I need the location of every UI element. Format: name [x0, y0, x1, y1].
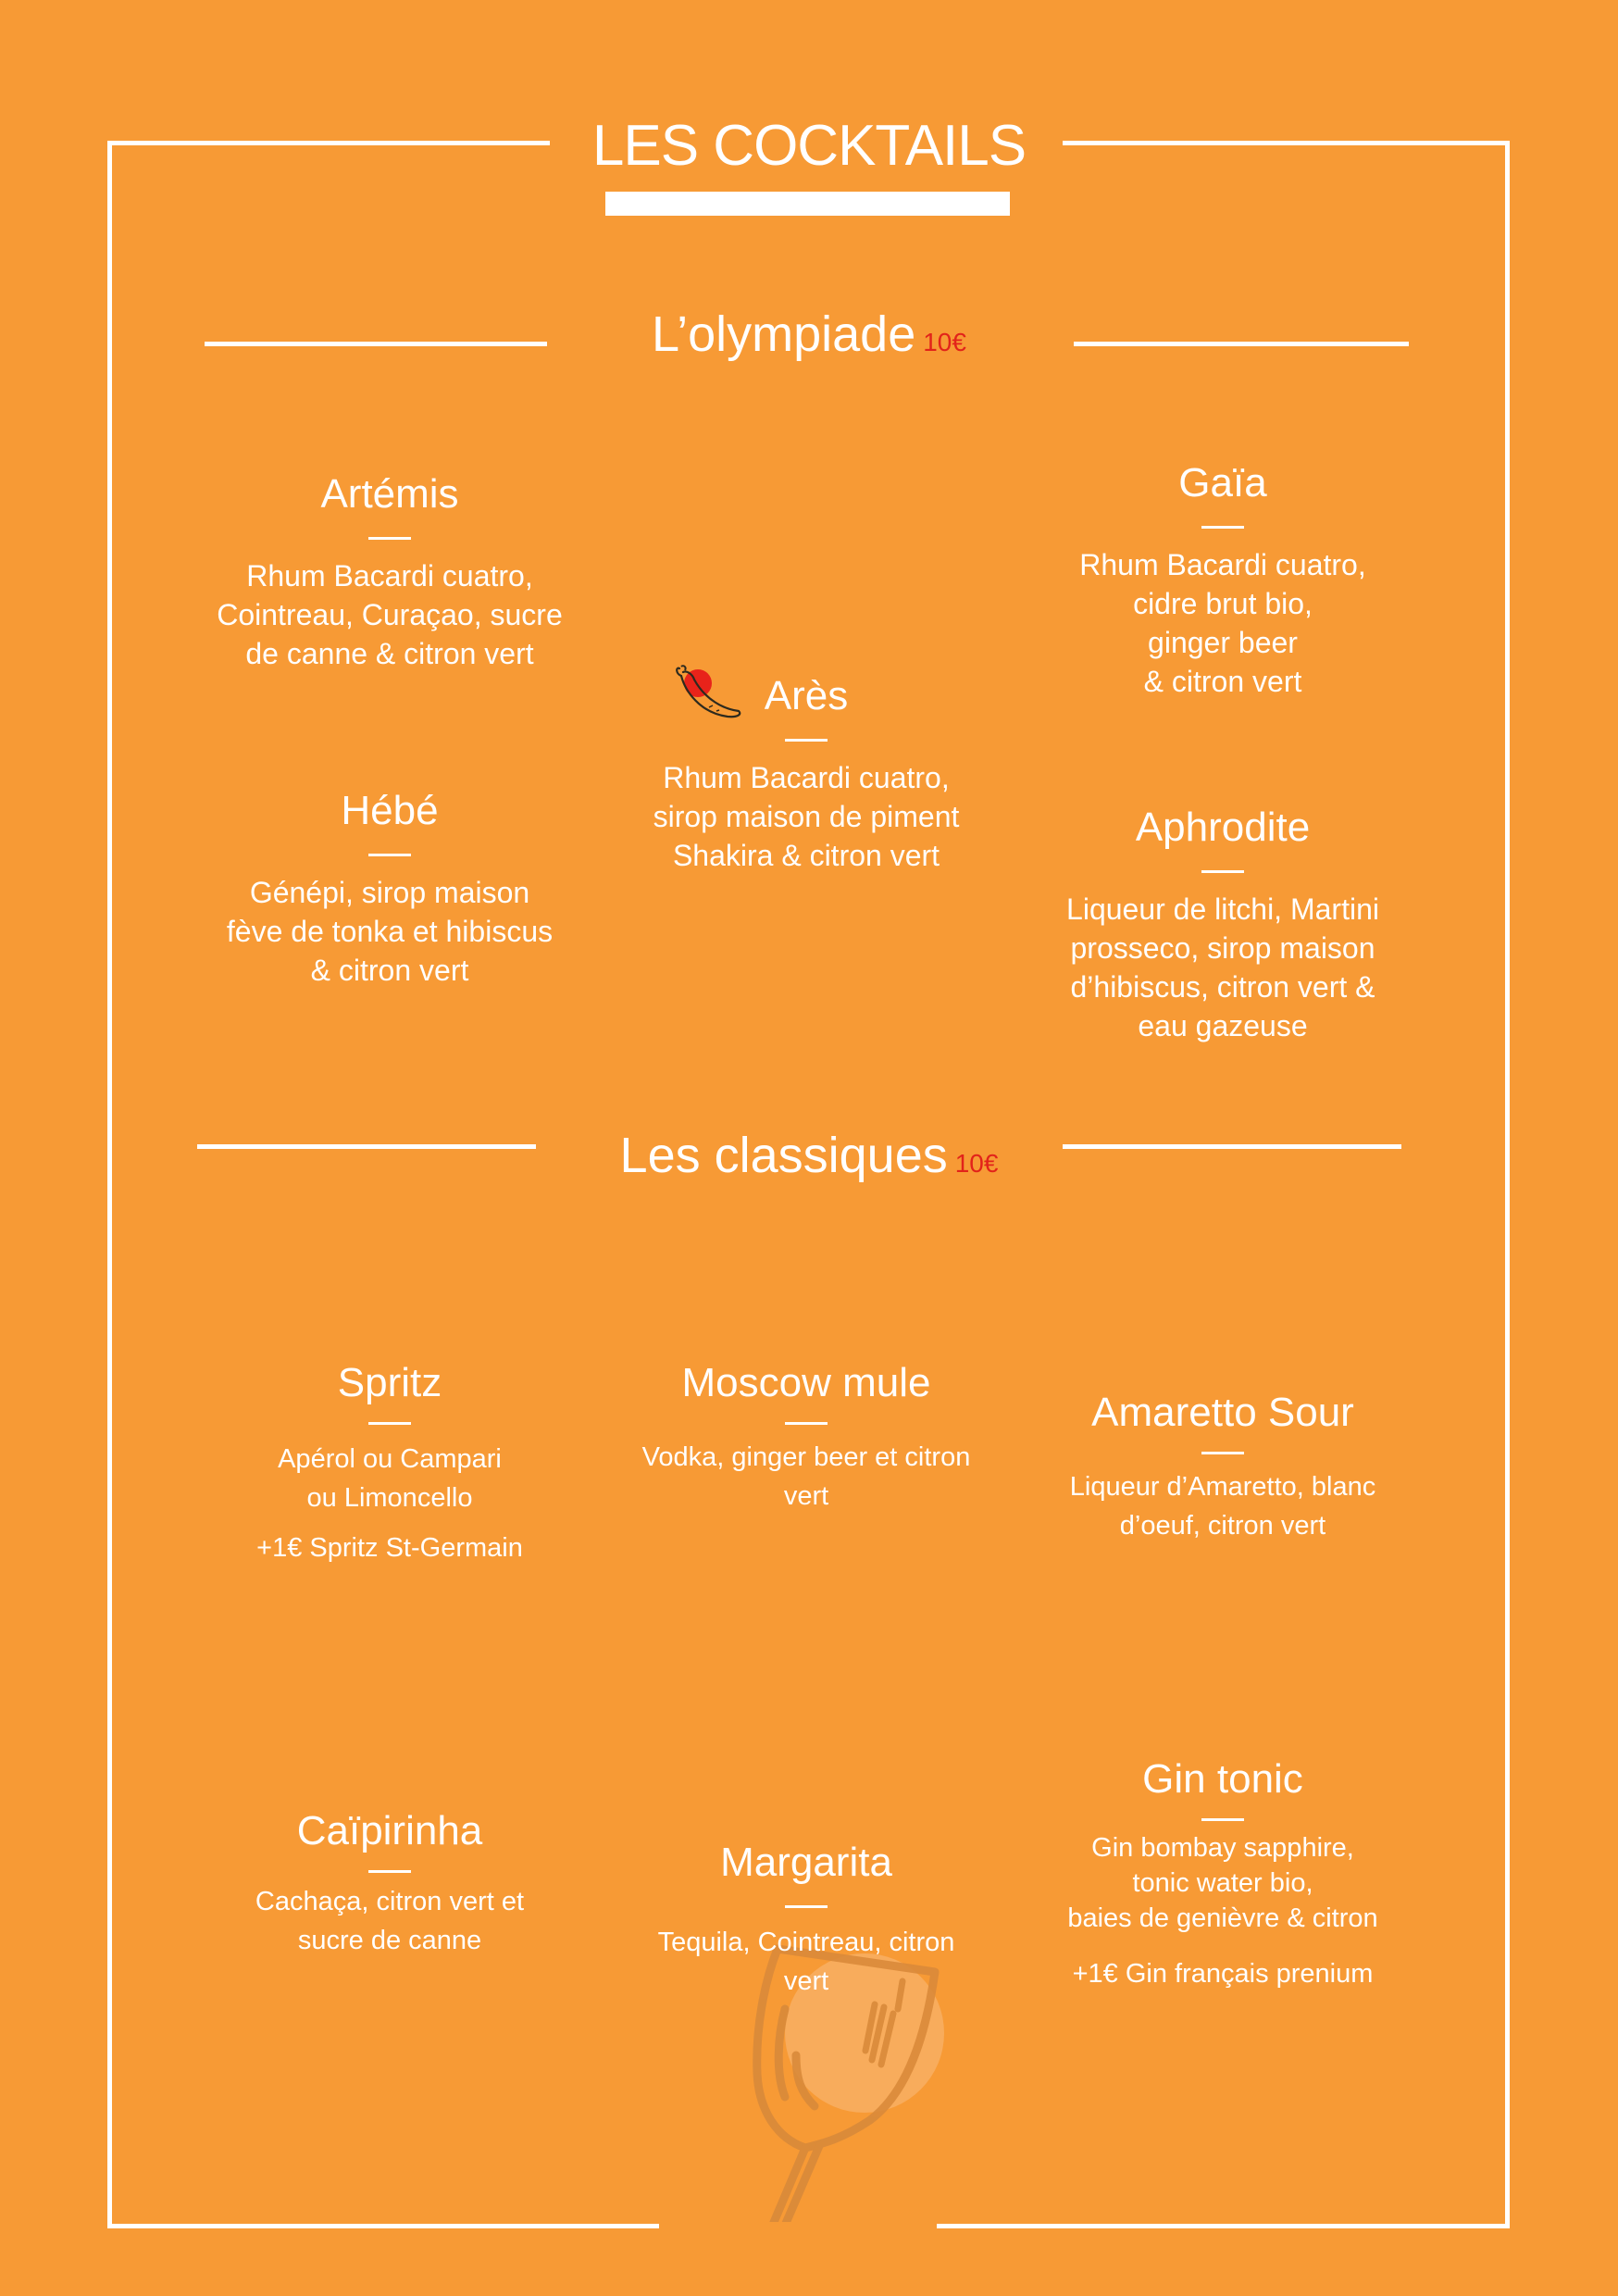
menu-item-margarita [612, 1837, 1001, 2001]
item-dash [785, 739, 828, 742]
section-price: 10€ [954, 1149, 999, 1178]
menu-item-gin-tonic [1028, 1753, 1417, 1993]
item-description: Gin bombay sapphire, tonic water bio, baies de genièvre & citron [1067, 1833, 1378, 1933]
item-name: Gaïa [1178, 460, 1267, 505]
section-divider-left [205, 342, 547, 346]
item-name: Margarita [720, 1840, 892, 1885]
item-description: Génépi, sirop maison fève de tonka et hibiscus & citron vert [226, 876, 554, 987]
section-divider-left [197, 1144, 536, 1149]
frame-bottom-left [107, 2224, 659, 2228]
item-dash [1201, 526, 1244, 529]
item-dash [1201, 1452, 1244, 1454]
item-description: Rhum Bacardi cuatro, Cointreau, Curaçao, sucre de canne & citron vert [217, 559, 563, 670]
section-divider-right [1063, 1144, 1401, 1149]
section-price: 10€ [923, 328, 966, 356]
item-name: Amaretto Sour [1091, 1390, 1354, 1435]
menu-item-artemis [195, 468, 584, 673]
section-name: Les classiques [619, 1128, 948, 1183]
menu-item-spritz [195, 1357, 584, 1567]
item-dash [368, 1422, 411, 1425]
frame-right [1505, 141, 1510, 2228]
frame-left [107, 141, 112, 2228]
item-extra: +1€ Gin français prenium [1072, 1959, 1374, 1989]
item-name: Moscow mule [681, 1360, 931, 1405]
frame-bottom-right [937, 2224, 1510, 2228]
item-dash [368, 537, 411, 540]
item-dash [368, 1870, 411, 1873]
item-description: Apérol ou Campari ou Limoncello [278, 1444, 502, 1513]
item-description: Cachaça, citron vert et sucre de canne [255, 1887, 525, 1955]
item-name: Artémis [320, 471, 459, 517]
menu-item-ares [612, 670, 1001, 875]
item-name: Gin tonic [1142, 1756, 1303, 1802]
item-name: Hébé [341, 788, 439, 833]
menu-item-caipirinha [195, 1805, 584, 1960]
item-dash [1201, 870, 1244, 873]
item-description: Vodka, ginger beer et citron vert [641, 1442, 971, 1511]
item-name: Caïpirinha [296, 1808, 483, 1853]
section-divider-right [1074, 342, 1409, 346]
menu-item-gaia [1028, 457, 1417, 701]
item-description: Rhum Bacardi cuatro, sirop maison de piment Shakira & citron vert [653, 761, 960, 872]
title-underline [605, 192, 1010, 216]
menu-item-hebe [195, 785, 584, 990]
item-dash [368, 854, 411, 856]
item-dash [1201, 1818, 1244, 1821]
menu-item-amaretto-sour [1028, 1387, 1417, 1545]
item-dash [785, 1905, 828, 1908]
item-name: Aphrodite [1135, 805, 1311, 850]
page-title: LES COCKTAILS [591, 114, 1027, 178]
item-description: Tequila, Cointreau, citron vert [657, 1928, 955, 1996]
item-name: Spritz [337, 1360, 442, 1405]
item-description: Liqueur de litchi, Martini prosseco, sirop maison d’hibiscus, citron vert & eau gazeuse [1066, 892, 1379, 1042]
item-extra: +1€ Spritz St-Germain [256, 1533, 523, 1563]
item-name: Arès [764, 673, 849, 718]
frame-top-right [1063, 141, 1510, 145]
item-description: Rhum Bacardi cuatro, cidre brut bio, ginger beer & citron vert [1079, 548, 1366, 698]
menu-item-moscow-mule [612, 1357, 1001, 1516]
item-dash [785, 1422, 828, 1425]
section-name: L’olympiade [652, 306, 916, 362]
item-description: Liqueur d’Amaretto, blanc d’oeuf, citron vert [1069, 1472, 1376, 1541]
section-title-classiques [555, 1123, 1063, 1196]
frame-top-left [107, 141, 550, 145]
section-title-olympiade [555, 302, 1063, 375]
menu-item-aphrodite [1019, 802, 1426, 1045]
